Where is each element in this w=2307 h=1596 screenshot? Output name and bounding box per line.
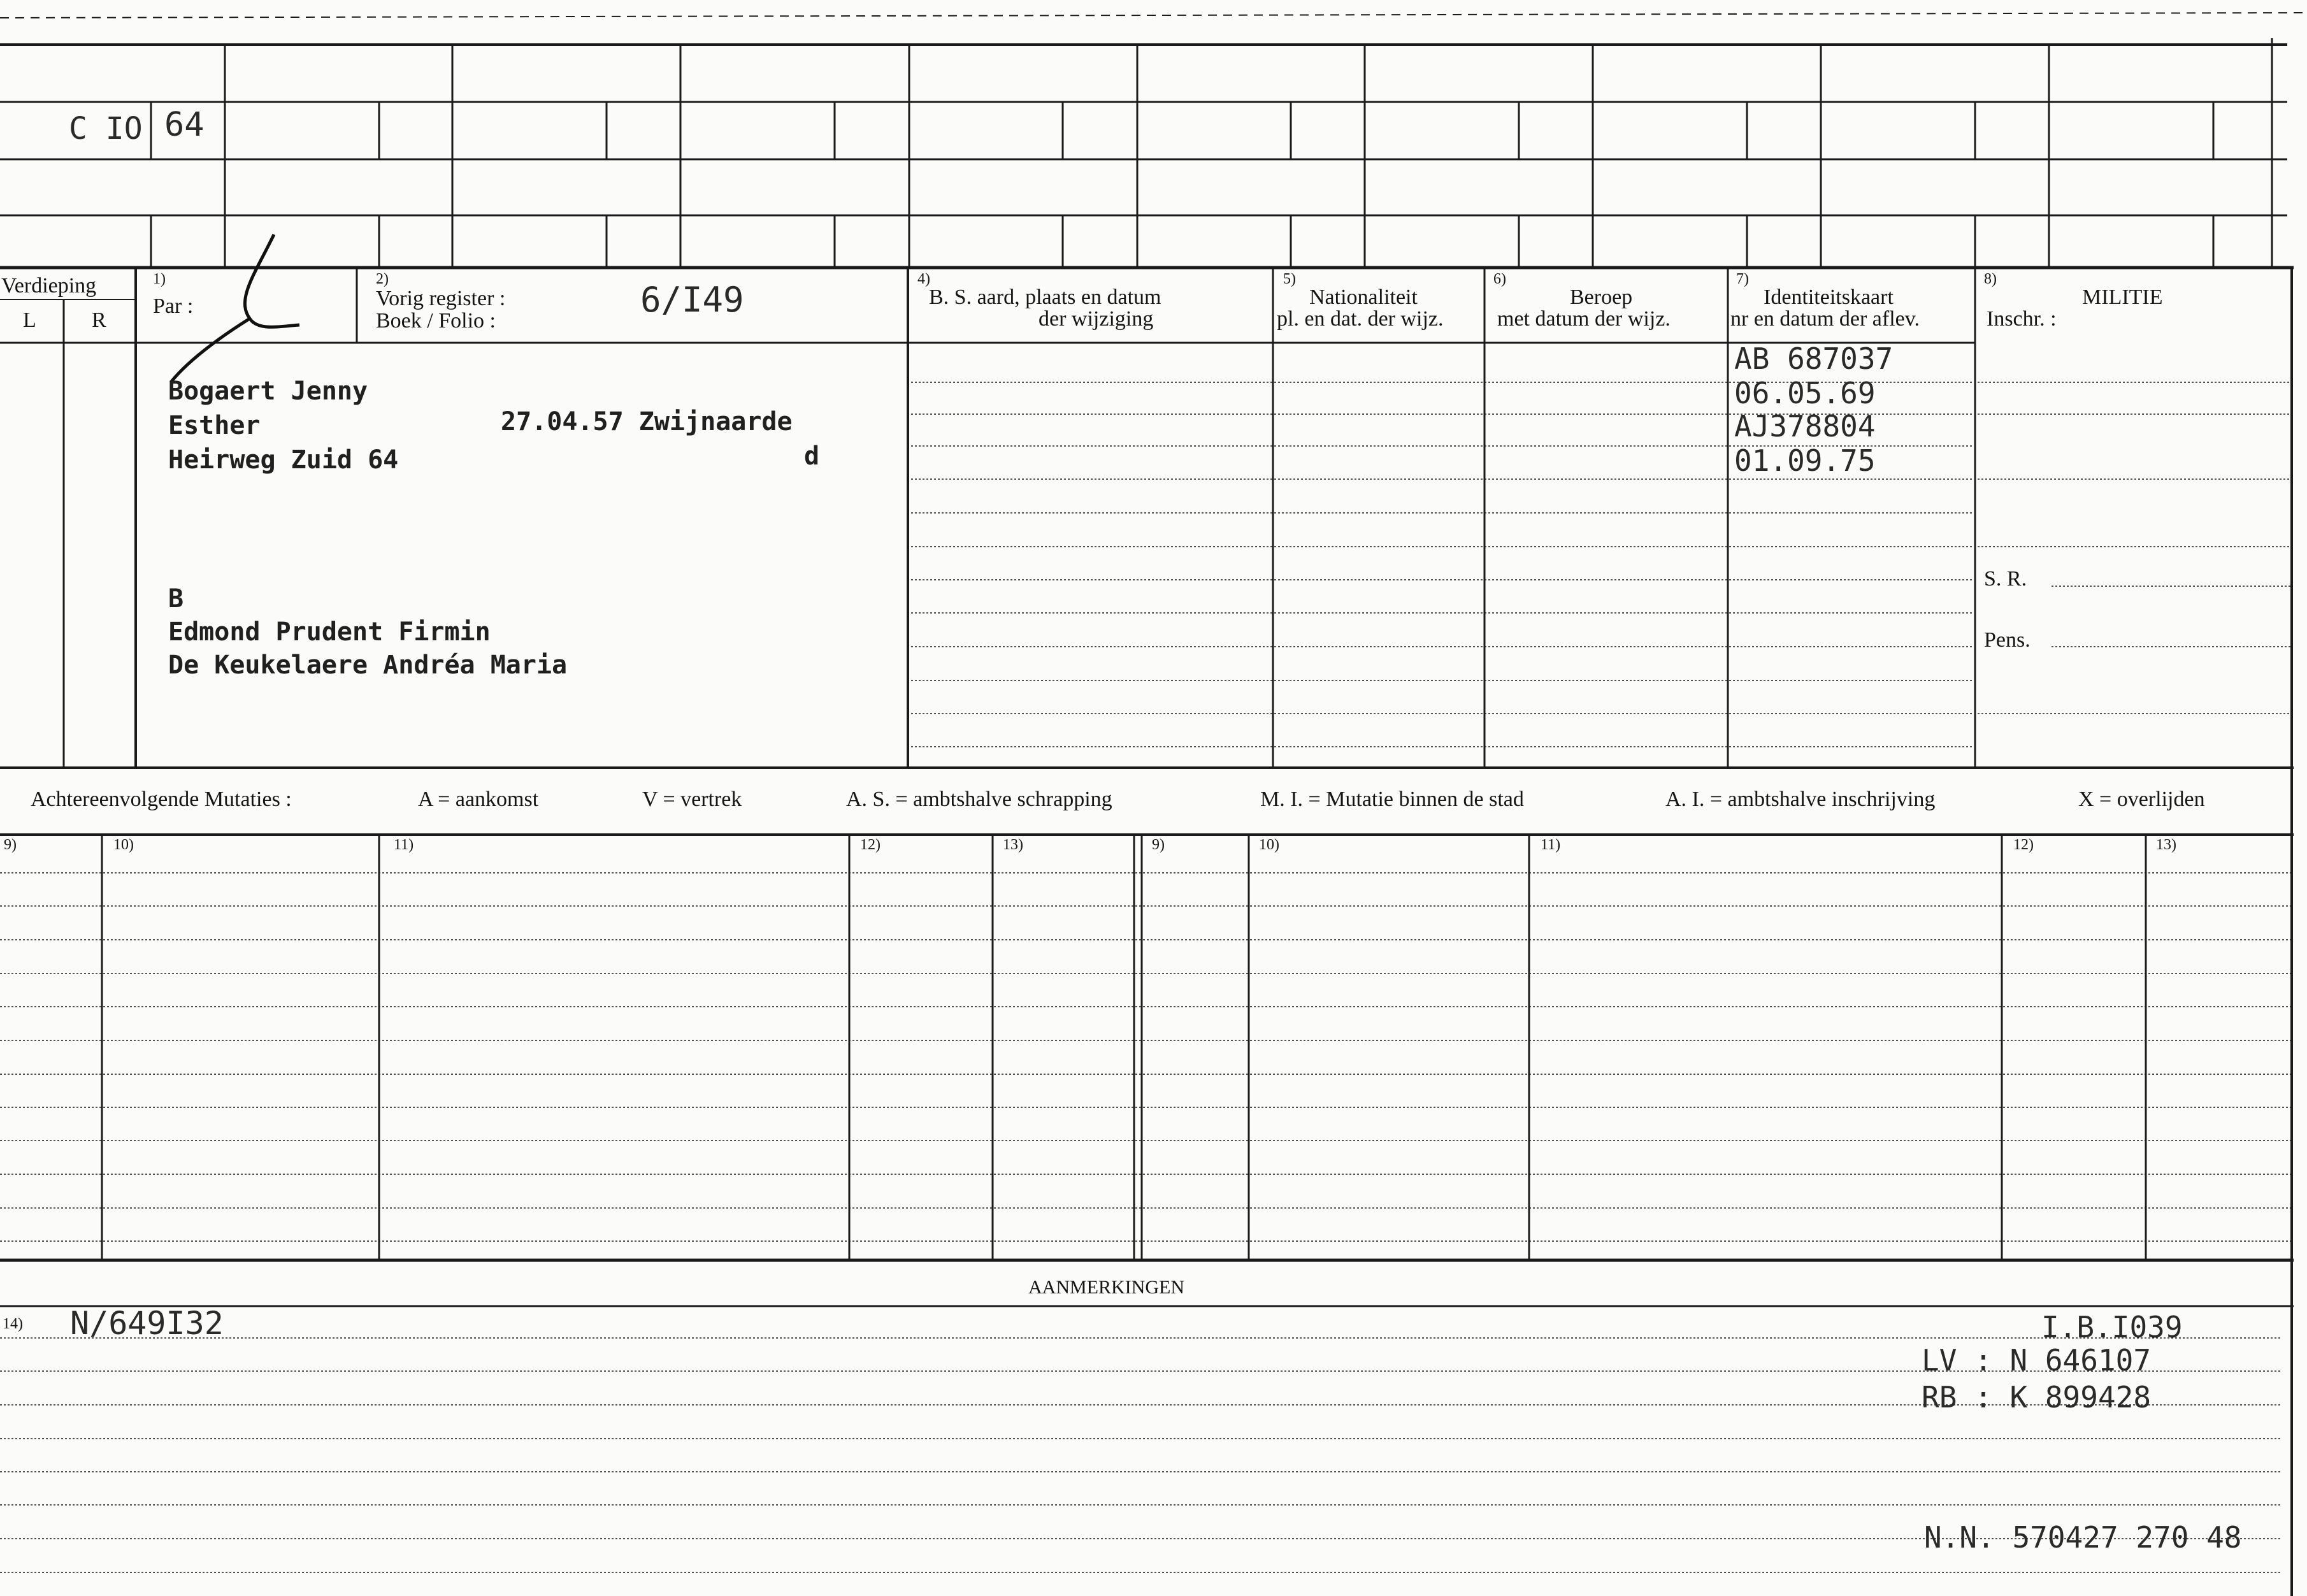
legend-a: A = aankomst xyxy=(418,787,539,811)
person-address: Heirweg Zuid 64 xyxy=(168,445,399,475)
id-card-2: AJ378804 xyxy=(1734,409,1876,443)
col1-num: 1) xyxy=(153,271,166,287)
legend-as: A. S. = ambtshalve schrapping xyxy=(846,787,1112,811)
inschr-label: Inschr. : xyxy=(1987,307,2057,331)
col7-num: 7) xyxy=(1736,271,1749,287)
id-card-2-date: 01.09.75 xyxy=(1734,443,1876,478)
mut-col-13: 13) xyxy=(1003,837,1023,853)
id-card-1-date: 06.05.69 xyxy=(1734,376,1876,410)
mut-col-13b: 13) xyxy=(2156,837,2176,853)
parent-2: De Keukelaere Andréa Maria xyxy=(168,651,568,680)
mut-col-12: 12) xyxy=(860,837,880,853)
col5-label-a: Nationaliteit xyxy=(1309,285,1418,309)
verdieping-l: L xyxy=(23,308,36,332)
person-birth: 27.04.57 Zwijnaarde xyxy=(501,407,793,436)
verdieping-r: R xyxy=(92,308,106,332)
legend-v: V = vertrek xyxy=(642,787,742,811)
section-b: B xyxy=(168,584,184,614)
col6-label-b: met datum der wijz. xyxy=(1497,307,1671,331)
par-label: Par : xyxy=(153,294,194,318)
boek-folio-label: Boek / Folio : xyxy=(376,309,496,333)
col2-num: 2) xyxy=(376,271,389,287)
col5-num: 5) xyxy=(1283,271,1296,287)
legend-x: X = overlijden xyxy=(2078,787,2205,811)
remarks-lv: LV : N 646107 xyxy=(1922,1343,2152,1377)
legend-ai: A. I. = ambtshalve inschrijving xyxy=(1665,787,1936,811)
top-number: 64 xyxy=(164,106,205,144)
remarks-num: 14) xyxy=(3,1316,23,1332)
mut-col-10: 10) xyxy=(113,837,134,853)
col7-label-a: Identiteitskaart xyxy=(1764,285,1894,309)
pens-label: Pens. xyxy=(1984,628,2030,652)
person-name-line2: Esther xyxy=(168,411,261,440)
mut-col-12b: 12) xyxy=(2013,837,2034,853)
vorig-register-label: Vorig register : xyxy=(376,287,506,310)
remarks-rb: RB : K 899428 xyxy=(1922,1380,2152,1414)
col5-label-b: pl. en dat. der wijz. xyxy=(1277,307,1444,331)
id-card-1: AB 687037 xyxy=(1734,341,1894,376)
person-mark: d xyxy=(804,442,820,471)
parent-1: Edmond Prudent Firmin xyxy=(168,617,491,647)
remarks-code: N/649I32 xyxy=(70,1305,224,1342)
militie-label: MILITIE xyxy=(2082,285,2163,309)
col6-num: 6) xyxy=(1493,271,1506,287)
mut-col-9: 9) xyxy=(4,837,17,853)
mutations-title: Achtereenvolgende Mutaties : xyxy=(31,787,292,811)
person-name-line1: Bogaert Jenny xyxy=(168,377,368,406)
col6-label-a: Beroep xyxy=(1570,285,1633,309)
mut-col-11b: 11) xyxy=(1541,837,1561,853)
legend-mi: M. I. = Mutatie binnen de stad xyxy=(1260,787,1524,811)
col7-label-b: nr en datum der aflev. xyxy=(1730,307,1920,331)
col4-label-b: der wijziging xyxy=(1039,307,1154,331)
verdieping-label: Verdieping xyxy=(1,274,97,298)
remarks-nn: N.N. 570427 270 48 xyxy=(1924,1520,2242,1555)
col8-num: 8) xyxy=(1984,271,1997,287)
mut-col-10b: 10) xyxy=(1259,837,1279,853)
col4-label-a: B. S. aard, plaats en datum xyxy=(929,285,1161,309)
vorig-register-value: 6/I49 xyxy=(640,280,744,320)
sr-label: S. R. xyxy=(1984,567,2027,591)
col4-num: 4) xyxy=(917,271,930,287)
mut-col-9b: 9) xyxy=(1152,837,1165,853)
remarks-ib: I.B.I039 xyxy=(2041,1310,2183,1344)
mut-col-11: 11) xyxy=(394,837,414,853)
remarks-title: AANMERKINGEN xyxy=(1028,1277,1184,1298)
top-code: C IO xyxy=(69,111,143,147)
